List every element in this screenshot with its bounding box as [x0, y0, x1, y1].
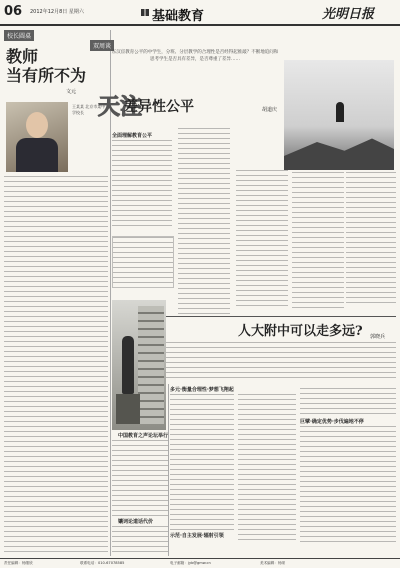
- article2-subhead-2: 巨擘·确定优势·步伐遍地不停: [300, 419, 364, 425]
- photo-caption: 王某某 北京市某中学校长: [72, 104, 106, 115]
- left-author: 文元: [66, 89, 77, 95]
- feature-banner-text: 东汉宦教育公平的中学生，分班、分层教学的合理性是否经得起推敲？不断地追问和思考学生是否具有差异，是否尊重了差异……: [111, 50, 279, 62]
- feature-col-5: [346, 172, 396, 304]
- header-rule: [0, 24, 400, 26]
- left-headline: [6, 47, 86, 85]
- feature-title: 差异性公平: [124, 99, 194, 115]
- lower-article-1: [112, 440, 168, 516]
- statue-photo: [112, 300, 166, 430]
- lower-article-2: [112, 526, 168, 556]
- column-label-feature: 双周谈: [90, 40, 114, 51]
- article2-subhead-3: 示范·自主发展·辐射引领: [170, 533, 224, 539]
- left-headline-line1: 教师: [6, 47, 39, 66]
- column-label-left: 校长圆桌: [4, 30, 34, 41]
- feature-col-4: [292, 172, 344, 308]
- footer-email: 电子邮箱：jyb@gmw.cn: [170, 561, 211, 565]
- left-headline-line2: 当有所不为: [6, 66, 87, 85]
- feature-col-3: [236, 170, 288, 310]
- page-number: 06: [4, 4, 23, 19]
- article2-col-3b: [300, 426, 396, 544]
- footer-design: 美术编辑：杨颂: [260, 561, 286, 565]
- article2-author: 郭晓兵: [370, 334, 386, 340]
- newspaper-logo: 光明日报: [322, 7, 375, 22]
- feature-subhead: 全面理解教育公平: [112, 133, 153, 139]
- section-title: 基础教育: [152, 9, 205, 24]
- footer-phone: 联系电话：010-67078585: [80, 561, 125, 565]
- feature-banner: [110, 50, 280, 80]
- feature-col-1: [112, 140, 172, 230]
- article2-subhead-1: 多元·衡量合理性·梦想飞翔起: [170, 387, 234, 393]
- feature-box: [112, 236, 174, 288]
- portrait-photo: [6, 102, 68, 172]
- feature-author: 胡道庆: [262, 107, 278, 113]
- footer-editor: 责任编辑：杨继欣: [4, 561, 33, 565]
- page-header: [0, 0, 400, 26]
- article2-col-3a: [300, 388, 396, 416]
- lower-headline-1: 中国教育之声论坛举行: [118, 433, 169, 439]
- article2-col-1: [170, 394, 234, 530]
- feature-col-2: [178, 128, 230, 318]
- article2-col-2: [238, 394, 296, 544]
- left-article-body: [4, 176, 108, 556]
- book-icon: [140, 7, 150, 17]
- landscape-photo: [284, 60, 394, 170]
- issue-date: 2012年12月8日 星期六: [30, 9, 84, 15]
- lower-headline-2: 镶词论道话代价: [118, 519, 154, 525]
- column-divider-2: [168, 384, 169, 556]
- feature-big-char: 天注: [98, 95, 143, 120]
- article2-title: 人大附中可以走多远?: [238, 324, 363, 339]
